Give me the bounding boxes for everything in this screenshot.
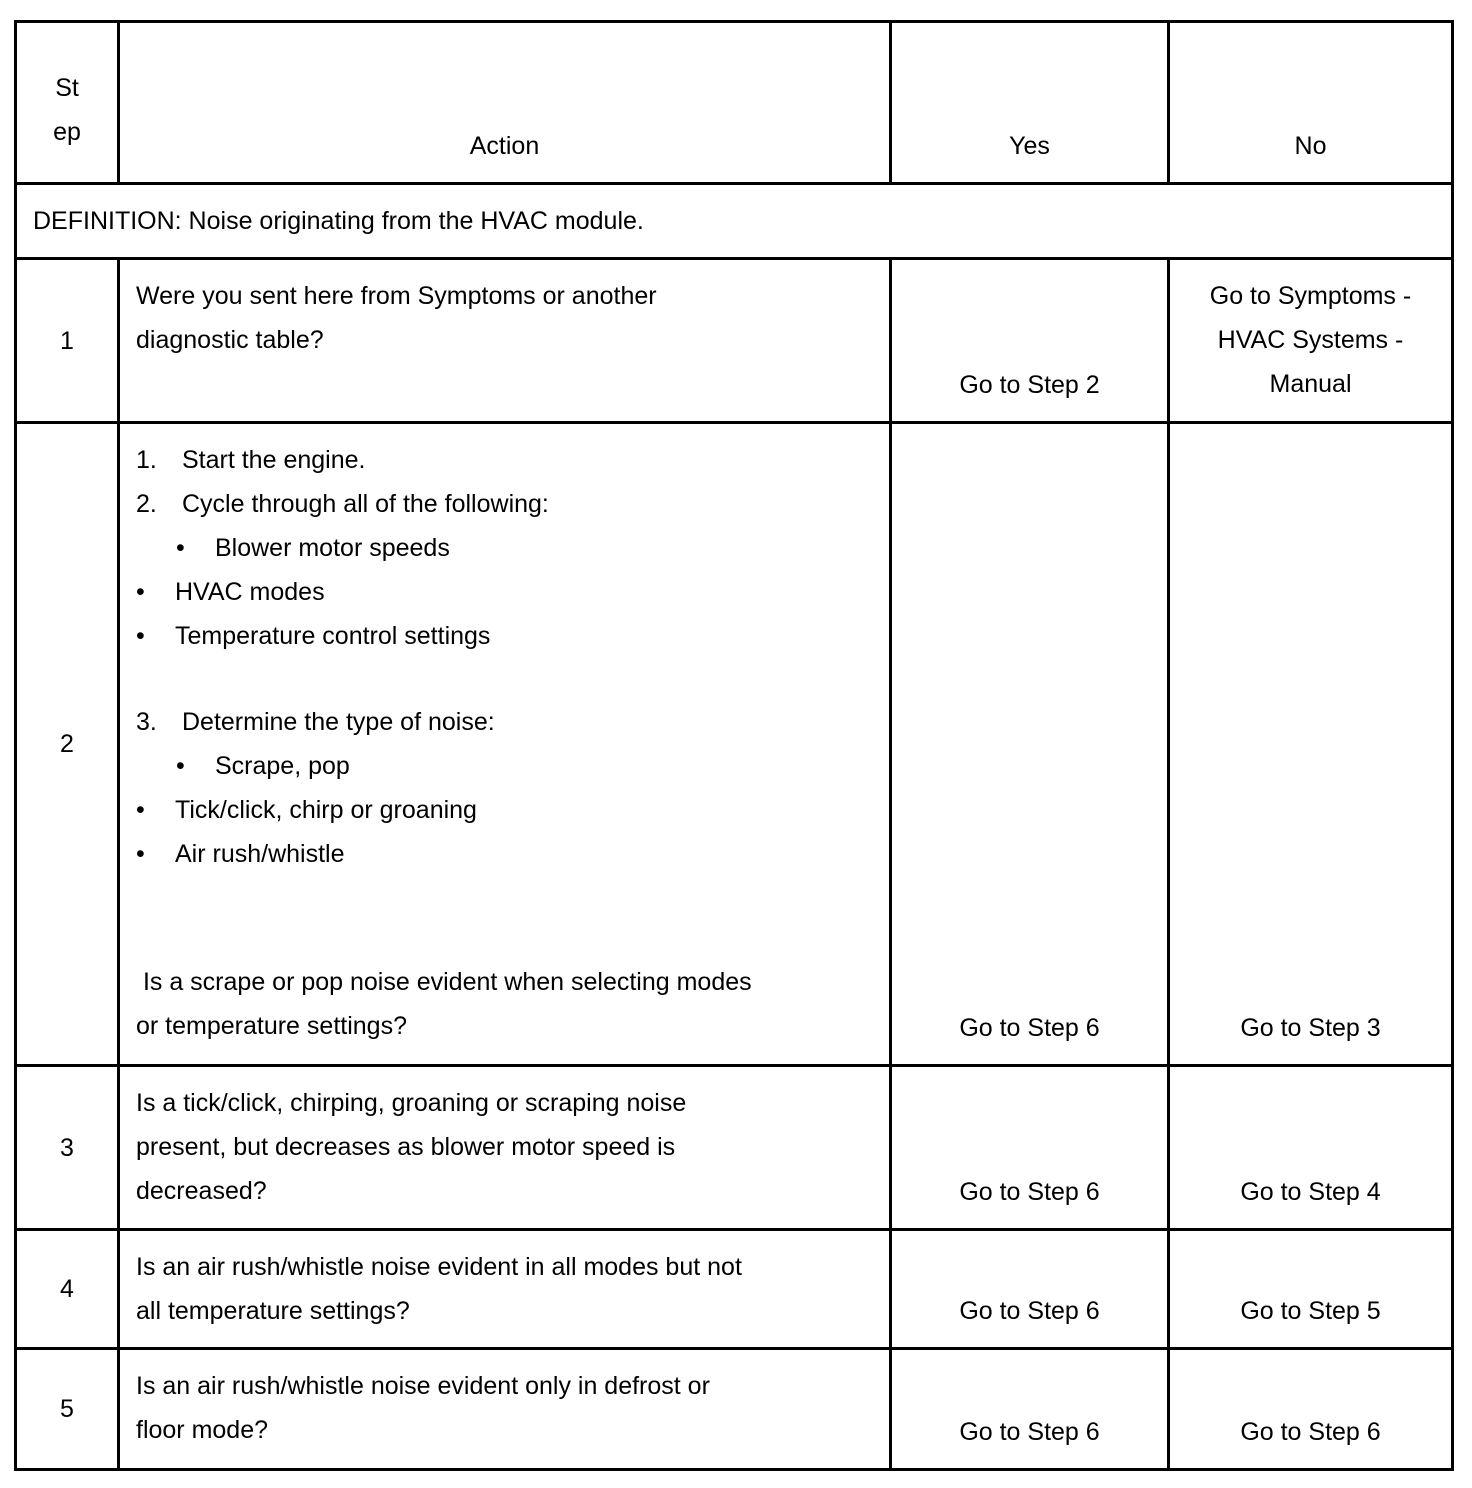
yes-cell: Go to Step 6	[891, 1066, 1169, 1230]
action-cell: Were you sent here from Symptoms or another diagnostic table?	[119, 259, 891, 423]
step-number: 3	[16, 1066, 119, 1230]
question-text: Is a scrape or pop noise evident when selecting modes	[136, 968, 752, 996]
yes-cell: Go to Step 6	[891, 1349, 1169, 1470]
header-no: No	[1169, 22, 1453, 184]
no-cell: Go to Symptoms - HVAC Systems - Manual	[1169, 259, 1453, 423]
table-row	[16, 423, 1453, 1066]
table-row	[16, 1230, 1453, 1349]
list-item: 1. Start the engine.	[136, 446, 366, 474]
list-item: • Tick/click, chirp or groaning	[136, 788, 877, 832]
definition-row	[16, 184, 1453, 259]
step-number: 5	[16, 1349, 119, 1470]
diagnostic-table	[14, 20, 1454, 1471]
no-cell: Go to Step 6	[1169, 1349, 1453, 1470]
list-item: • Air rush/whistle	[136, 832, 877, 876]
no-cell: Go to Step 5	[1169, 1230, 1453, 1349]
header-yes: Yes	[891, 22, 1169, 184]
yes-cell: Go to Step 6	[891, 423, 1169, 1066]
header-step: St ep	[16, 22, 119, 184]
list-item: • HVAC modes	[136, 570, 877, 614]
yes-cell: Go to Step 6	[891, 1230, 1169, 1349]
table-row	[16, 259, 1453, 423]
definition-text: DEFINITION: Noise originating from the HVAC module.	[16, 184, 1453, 259]
list-item: 2. Cycle through all of the following:	[136, 490, 549, 518]
step-number: 2	[16, 423, 119, 1066]
no-cell: Go to Step 4	[1169, 1066, 1453, 1230]
no-cell: Go to Step 3	[1169, 423, 1453, 1066]
list-item: • Scrape, pop	[136, 744, 877, 788]
bullet-icon: •	[176, 752, 185, 780]
step-number: 4	[16, 1230, 119, 1349]
bullet-icon: •	[136, 796, 145, 824]
bullet-icon: •	[136, 578, 145, 606]
yes-cell: Go to Step 2	[891, 259, 1169, 423]
header-action: Action	[119, 22, 891, 184]
action-cell: Is an air rush/whistle noise evident in all modes but not all temperature settings?	[119, 1230, 891, 1349]
bullet-icon: •	[176, 534, 185, 562]
bullet-icon: •	[136, 840, 145, 868]
action-cell: Is an air rush/whistle noise evident only in defrost or floor mode?	[119, 1349, 891, 1470]
list-item: • Temperature control settings	[136, 614, 877, 658]
table-row	[16, 1066, 1453, 1230]
list-item: 3. Determine the type of noise:	[136, 708, 495, 736]
table-row	[16, 1349, 1453, 1470]
header-row	[16, 22, 1453, 184]
list-item: • Blower motor speeds	[136, 526, 877, 570]
action-cell	[119, 423, 891, 1066]
bullet-icon: •	[136, 622, 145, 650]
question-text: or temperature settings?	[136, 1012, 407, 1040]
step-number: 1	[16, 259, 119, 423]
action-cell: Is a tick/click, chirping, groaning or scraping noise present, but decreases as blower motor speed is decreased?	[119, 1066, 891, 1230]
